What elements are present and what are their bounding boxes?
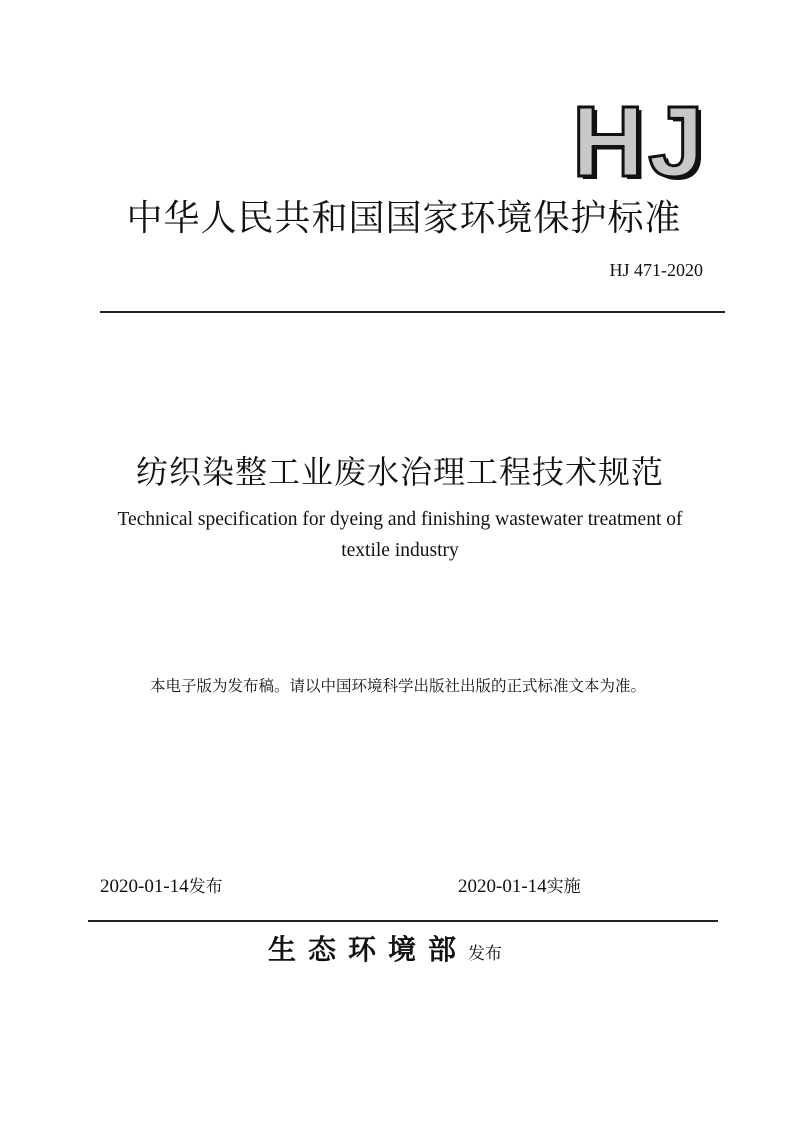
- standard-number: HJ 471-2020: [609, 260, 703, 280]
- implement-date: [458, 872, 581, 898]
- publisher-suffix: 发布: [468, 944, 503, 964]
- standard-category: 中华人民共和国国家环境保护标准: [126, 198, 682, 239]
- implement-date-value: 2020-01-14: [458, 876, 547, 897]
- bottom-divider: [88, 920, 718, 922]
- hj-logo: HJ: [572, 86, 708, 198]
- implement-label: 实施: [546, 877, 581, 897]
- publisher: [268, 928, 502, 968]
- publisher-name: 生态环境部: [268, 933, 469, 966]
- issue-date-value: 2020-01-14: [100, 876, 189, 897]
- title-en-line-2: textile industry: [341, 540, 459, 561]
- issue-date: [100, 872, 223, 898]
- edition-note: 本电子版为发布稿。请以中国环境科学出版社出版的正式标准文本为准。: [150, 677, 647, 695]
- title-zh: 纺织染整工业废水治理工程技术规范: [135, 453, 664, 491]
- issue-label: 发布: [188, 877, 223, 897]
- title-en-line-1: Technical specification for dyeing and finishing wastewater treatment of: [117, 509, 683, 530]
- top-divider: [100, 311, 725, 313]
